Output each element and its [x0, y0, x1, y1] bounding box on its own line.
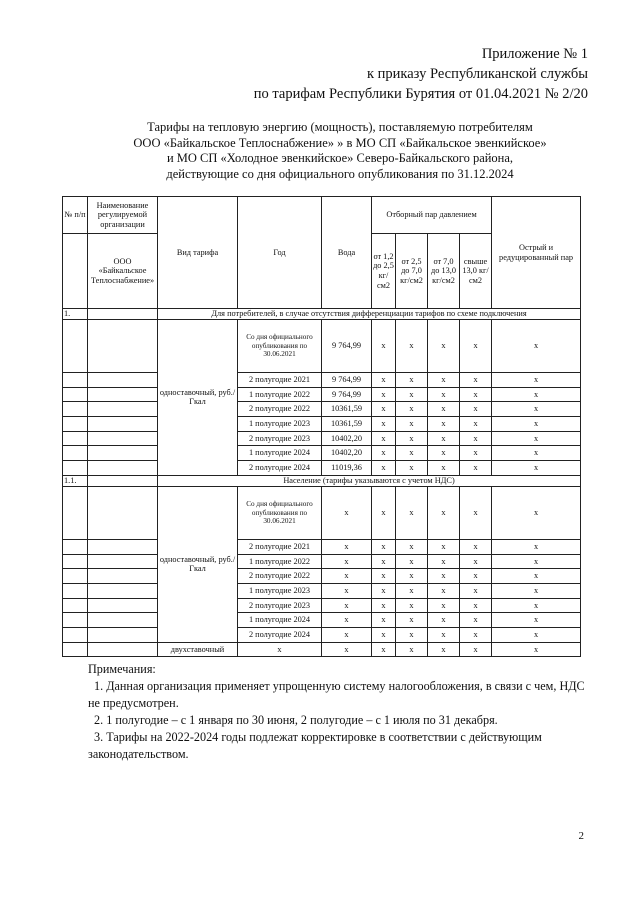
- table-row: [63, 613, 581, 628]
- table-row: [63, 446, 581, 461]
- x-cell: х: [460, 583, 492, 598]
- x-cell: х: [492, 539, 581, 554]
- x-cell: х: [372, 598, 396, 613]
- x-cell: х: [396, 642, 428, 657]
- x-cell: х: [428, 446, 460, 461]
- x-cell: х: [492, 320, 581, 373]
- x-cell: х: [428, 539, 460, 554]
- period-cell: 2 полугодие 2021: [238, 373, 322, 388]
- org-cell: [88, 598, 158, 613]
- header-water: Вода: [322, 197, 372, 309]
- header-num: № п/п: [63, 197, 88, 234]
- note-3: 3. Тарифы на 2022-2024 годы подлежат корректировке в соответствии с действующим законодательством.: [88, 730, 542, 761]
- x-cell: х: [492, 554, 581, 569]
- section-row-2: [63, 475, 581, 486]
- title-line-3: и МО СП «Холодное эвенкийское» Северо-Байкальского района,: [166, 151, 514, 165]
- water-value: 11019,36: [322, 461, 372, 476]
- table-row: [63, 583, 581, 598]
- table-row: [63, 569, 581, 584]
- x-cell: х: [492, 598, 581, 613]
- water-value: 10402,20: [322, 431, 372, 446]
- num-cell: [63, 320, 88, 373]
- x-cell: х: [396, 486, 428, 539]
- period-cell: 1 полугодие 2022: [238, 554, 322, 569]
- period-cell: 2 полугодие 2023: [238, 598, 322, 613]
- org-cell: [88, 431, 158, 446]
- header-org: Наименование регулируемой организации: [88, 197, 158, 234]
- two-rate-tariff: двухставочный: [158, 642, 238, 657]
- table-row: [63, 402, 581, 417]
- title-line-1: Тарифы на тепловую энергию (мощность), поставляемую потребителям: [147, 120, 533, 134]
- x-cell: х: [428, 627, 460, 642]
- org-cell: [88, 446, 158, 461]
- table-row: [63, 387, 581, 402]
- x-cell: х: [396, 320, 428, 373]
- header-live-steam: Острый и редуцированный пар: [492, 197, 581, 309]
- x-cell: х: [460, 446, 492, 461]
- x-cell: х: [372, 569, 396, 584]
- org-cell: [88, 320, 158, 373]
- period-cell: 2 полугодие 2022: [238, 402, 322, 417]
- header-year: Год: [238, 197, 322, 309]
- org-cell: [88, 373, 158, 388]
- x-cell: х: [492, 431, 581, 446]
- header-pressure-1: от 1,2 до 2,5 кг/см2: [372, 234, 396, 309]
- period-cell: 2 полугодие 2021: [238, 539, 322, 554]
- period-cell: 1 полугодие 2022: [238, 387, 322, 402]
- x-cell: х: [492, 583, 581, 598]
- section-1-empty: [88, 309, 158, 320]
- table-row: [63, 461, 581, 476]
- x-cell: х: [460, 461, 492, 476]
- x-cell: х: [460, 554, 492, 569]
- note-2: 2. 1 полугодие – с 1 января по 30 июня, 2 полугодие – с 1 июля по 31 декабря.: [94, 713, 498, 727]
- x-cell: х: [428, 613, 460, 628]
- section-1-number: 1.: [63, 309, 88, 320]
- x-cell: х: [396, 387, 428, 402]
- x-cell: х: [460, 642, 492, 657]
- num-cell: [63, 402, 88, 417]
- water-value: 10361,59: [322, 402, 372, 417]
- org-cell: [88, 554, 158, 569]
- section-row-1: [63, 309, 581, 320]
- x-cell: х: [396, 373, 428, 388]
- x-cell: х: [428, 486, 460, 539]
- x-cell: х: [428, 554, 460, 569]
- x-cell: х: [460, 387, 492, 402]
- x-cell: х: [492, 446, 581, 461]
- appendix-line-3: по тарифам Республики Бурятия от 01.04.2021 № 2/20: [253, 86, 588, 102]
- table-row: [63, 554, 581, 569]
- appendix-header: [254, 44, 588, 104]
- x-cell: х: [492, 373, 581, 388]
- org-cell: [88, 539, 158, 554]
- x-cell: х: [492, 461, 581, 476]
- x-cell: х: [492, 613, 581, 628]
- period-cell: Со дня официального опубликования по 30.06.2021: [238, 320, 322, 373]
- table-row: [63, 431, 581, 446]
- x-cell: х: [428, 320, 460, 373]
- table-row: [63, 598, 581, 613]
- org-cell: [88, 627, 158, 642]
- section-1-title: Для потребителей, в случае отсутствия дифференциации тарифов по схеме подключения: [158, 309, 581, 320]
- x-cell: х: [372, 486, 396, 539]
- num-cell: [63, 569, 88, 584]
- period-cell: 2 полугодие 2022: [238, 569, 322, 584]
- water-value: 9 764,99: [322, 387, 372, 402]
- water-value: 10402,20: [322, 446, 372, 461]
- x-cell: х: [372, 417, 396, 432]
- org-name: ООО «Байкальское Теплоснабжение»: [88, 234, 158, 309]
- x-cell: х: [372, 539, 396, 554]
- x-cell: х: [460, 417, 492, 432]
- org-cell: [88, 387, 158, 402]
- tariff-table: [62, 196, 581, 657]
- table-row: [63, 539, 581, 554]
- period-cell: 1 полугодие 2024: [238, 613, 322, 628]
- section-2-empty: [88, 475, 158, 486]
- x-cell: х: [492, 569, 581, 584]
- num-cell: [63, 387, 88, 402]
- x-cell: х: [396, 417, 428, 432]
- x-cell: х: [372, 554, 396, 569]
- num-cell: [63, 446, 88, 461]
- table-row: [63, 373, 581, 388]
- num-cell: [63, 486, 88, 539]
- water-value: х: [322, 613, 372, 628]
- x-cell: х: [428, 569, 460, 584]
- period-cell: 1 полугодие 2024: [238, 446, 322, 461]
- water-value: 9 764,99: [322, 373, 372, 388]
- x-cell: х: [372, 431, 396, 446]
- org-cell: [88, 402, 158, 417]
- notes: [88, 661, 588, 763]
- period-cell: 2 полугодие 2024: [238, 627, 322, 642]
- title-line-4: действующие со дня официального опубликования по 31.12.2024: [166, 166, 514, 181]
- note-1: 1. Данная организация применяет упрощенную систему налогообложения, в связи с чем, НДС не предусмотрен.: [88, 679, 585, 710]
- x-cell: х: [372, 387, 396, 402]
- period-cell: х: [238, 642, 322, 657]
- num-cell: [63, 539, 88, 554]
- x-cell: х: [428, 642, 460, 657]
- section-2-title: Население (тарифы указываются с учетом НДС): [158, 475, 581, 486]
- x-cell: х: [372, 583, 396, 598]
- x-cell: х: [396, 613, 428, 628]
- num-cell: [63, 373, 88, 388]
- x-cell: х: [396, 446, 428, 461]
- org-cell: [88, 613, 158, 628]
- x-cell: х: [396, 431, 428, 446]
- page-number: 2: [578, 830, 584, 842]
- header-pressure-4: свыше 13,0 кг/см2: [460, 234, 492, 309]
- water-value: х: [322, 598, 372, 613]
- header-row-1: [63, 197, 581, 234]
- x-cell: х: [492, 417, 581, 432]
- org-cell: [88, 583, 158, 598]
- x-cell: х: [372, 446, 396, 461]
- num-cell: [63, 642, 88, 657]
- num-cell: [63, 627, 88, 642]
- num-cell: [63, 583, 88, 598]
- x-cell: х: [492, 642, 581, 657]
- x-cell: х: [372, 320, 396, 373]
- x-cell: х: [492, 387, 581, 402]
- org-cell: [88, 642, 158, 657]
- x-cell: х: [460, 373, 492, 388]
- water-value: х: [322, 539, 372, 554]
- x-cell: х: [460, 402, 492, 417]
- x-cell: х: [396, 583, 428, 598]
- x-cell: х: [372, 627, 396, 642]
- water-value: х: [322, 642, 372, 657]
- x-cell: х: [428, 431, 460, 446]
- group-1-tariff-type: одноставочный, руб./Гкал: [158, 320, 238, 476]
- num-cell: [63, 554, 88, 569]
- header-steam: Отборный пар давлением: [372, 197, 492, 234]
- x-cell: х: [460, 539, 492, 554]
- appendix-line-2: к приказу Республиканской службы: [366, 66, 588, 82]
- water-value: 9 764,99: [322, 320, 372, 373]
- water-value: х: [322, 569, 372, 584]
- x-cell: х: [428, 583, 460, 598]
- num-cell: [63, 613, 88, 628]
- x-cell: х: [396, 539, 428, 554]
- appendix-line-1: Приложение № 1: [481, 46, 588, 62]
- x-cell: х: [460, 431, 492, 446]
- x-cell: х: [372, 613, 396, 628]
- org-cell: [88, 461, 158, 476]
- header-pressure-2: от 2,5 до 7,0 кг/см2: [396, 234, 428, 309]
- x-cell: х: [428, 402, 460, 417]
- x-cell: х: [396, 461, 428, 476]
- section-2-number: 1.1.: [63, 475, 88, 486]
- header-pressure-3: от 7,0 до 13,0 кг/см2: [428, 234, 460, 309]
- period-cell: Со дня официального опубликования по 30.06.2021: [238, 486, 322, 539]
- x-cell: х: [396, 569, 428, 584]
- table-row: [63, 627, 581, 642]
- table-row: [63, 642, 581, 657]
- x-cell: х: [396, 627, 428, 642]
- org-cell: [88, 486, 158, 539]
- water-value: х: [322, 554, 372, 569]
- org-cell: [88, 569, 158, 584]
- x-cell: х: [492, 486, 581, 539]
- table-row: [63, 320, 581, 373]
- period-cell: 2 полугодие 2024: [238, 461, 322, 476]
- water-value: 10361,59: [322, 417, 372, 432]
- x-cell: х: [460, 320, 492, 373]
- water-value: х: [322, 627, 372, 642]
- x-cell: х: [396, 598, 428, 613]
- x-cell: х: [460, 627, 492, 642]
- header-tariff: Вид тарифа: [158, 197, 238, 309]
- group-2-tariff-type: одноставочный, руб./Гкал: [158, 486, 238, 642]
- x-cell: х: [396, 402, 428, 417]
- period-cell: 1 полугодие 2023: [238, 417, 322, 432]
- x-cell: х: [460, 486, 492, 539]
- header-num-empty: [63, 234, 88, 309]
- x-cell: х: [372, 402, 396, 417]
- table-row: [63, 486, 581, 539]
- x-cell: х: [428, 417, 460, 432]
- period-cell: 1 полугодие 2023: [238, 583, 322, 598]
- x-cell: х: [428, 598, 460, 613]
- x-cell: х: [396, 554, 428, 569]
- title-line-2: ООО «Байкальское Теплоснабжение» » в МО СП «Байкальское эвенкийское»: [133, 135, 547, 150]
- x-cell: х: [492, 627, 581, 642]
- x-cell: х: [428, 461, 460, 476]
- document-title: [60, 120, 620, 182]
- x-cell: х: [460, 613, 492, 628]
- org-cell: [88, 417, 158, 432]
- x-cell: х: [460, 598, 492, 613]
- num-cell: [63, 417, 88, 432]
- x-cell: х: [372, 373, 396, 388]
- x-cell: х: [372, 642, 396, 657]
- table-row: [63, 417, 581, 432]
- num-cell: [63, 598, 88, 613]
- x-cell: х: [460, 569, 492, 584]
- water-value: х: [322, 583, 372, 598]
- x-cell: х: [492, 402, 581, 417]
- num-cell: [63, 461, 88, 476]
- period-cell: 2 полугодие 2023: [238, 431, 322, 446]
- num-cell: [63, 431, 88, 446]
- water-value: х: [322, 486, 372, 539]
- x-cell: х: [372, 461, 396, 476]
- notes-heading: Примечания:: [88, 662, 156, 676]
- x-cell: х: [428, 387, 460, 402]
- x-cell: х: [428, 373, 460, 388]
